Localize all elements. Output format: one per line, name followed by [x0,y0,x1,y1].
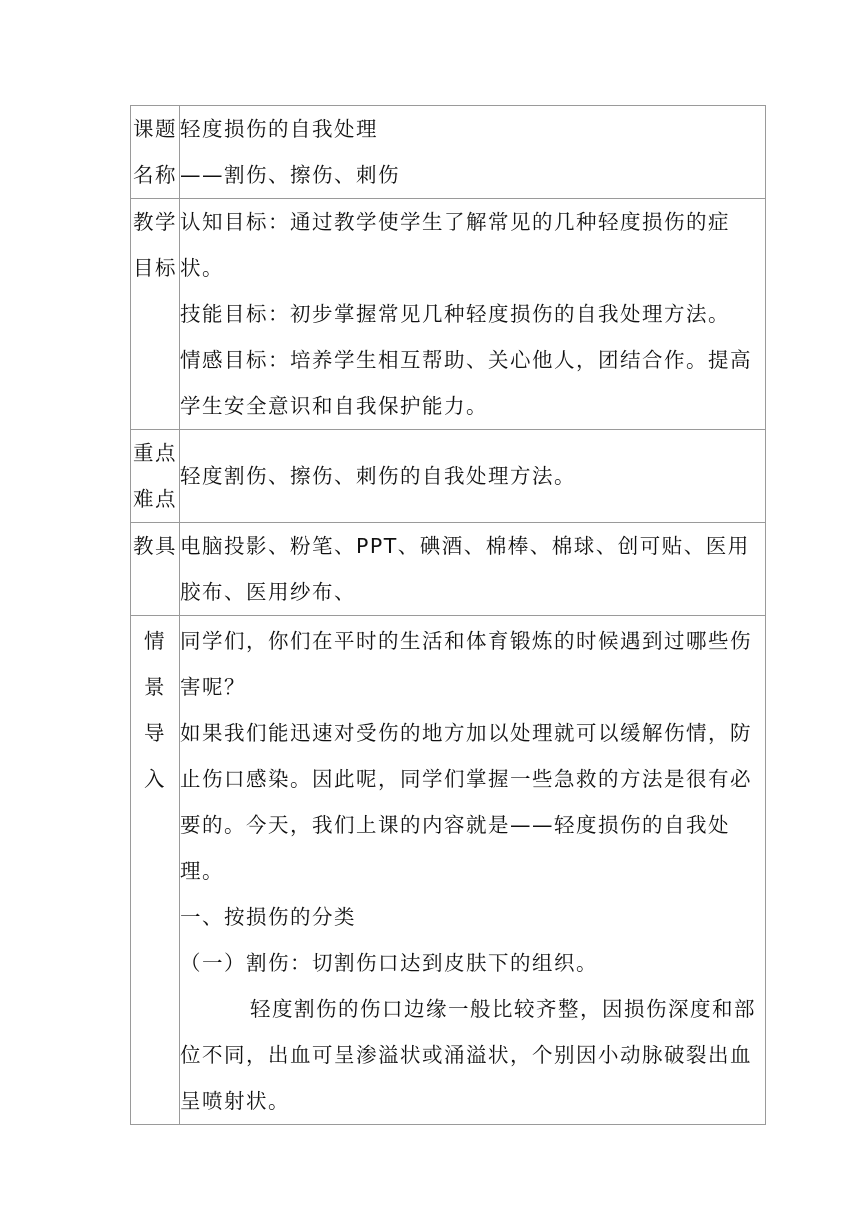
skill-goal: 技能目标：初步掌握常见几种轻度损伤的自我处理方法。 [180,302,730,326]
intro-paragraph: 如果我们能迅速对受伤的地方加以处理就可以缓解伤情，防止伤口感染。因此呢，同学们掌握一些急救的方法是很有必要的。今天，我们上课的内容就是——轻度损伤的自我处理。 [180,721,752,883]
label-teaching-goals [131,199,180,430]
label-key-points [131,430,180,523]
label-line: 名称 [133,163,177,187]
cut-description: 轻度割伤的伤口边缘一般比较齐整，因损伤深度和部位不同，出血可呈渗溢状或涌溢状，个别因小动脉破裂出血呈喷射状。 [180,997,756,1113]
scenario-intro-cell [180,616,766,1125]
subsection-heading: （一）割伤：切割伤口达到皮肤下的组织。 [180,951,598,975]
table-row-topic [131,106,766,199]
intro-question: 同学们，你们在平时的生活和体育锻炼的时候遇到过哪些伤害呢？ [180,629,752,699]
lesson-plan-table [130,105,766,1125]
topic-name-cell [180,106,766,199]
label-line: 目标 [133,256,177,280]
label-line: 难点 [133,487,177,511]
table-row-tools [131,523,766,616]
teaching-goals-cell [180,199,766,430]
label-line: 教具 [133,534,177,558]
topic-title: 轻度损伤的自我处理 [180,117,378,141]
teaching-tools-cell [180,523,766,616]
key-points-cell [180,430,766,523]
label-line: 重点 [133,441,177,465]
label-scenario-intro [131,616,180,1125]
topic-subtitle: ——割伤、擦伤、刺伤 [180,163,400,187]
label-topic-name [131,106,180,199]
table-row-intro [131,616,766,1125]
label-line: 入 [144,767,166,791]
key-points-text: 轻度割伤、擦伤、刺伤的自我处理方法。 [180,464,576,488]
emotional-goal: 情感目标：培养学生相互帮助、关心他人，团结合作。提高学生安全意识和自我保护能力。 [180,348,752,418]
table-row-key-points [131,430,766,523]
label-line: 导 [144,721,166,745]
table-row-goals [131,199,766,430]
teaching-tools-text: 电脑投影、粉笔、PPT、碘酒、棉棒、棉球、创可贴、医用胶布、医用纱布、 [180,534,750,604]
label-teaching-tools [131,523,180,616]
label-line: 景 [144,675,166,699]
label-line: 情 [144,629,166,653]
label-line: 教学 [133,210,177,234]
cognitive-goal: 认知目标：通过教学使学生了解常见的几种轻度损伤的症状。 [180,210,730,280]
section-heading: 一、按损伤的分类 [180,905,356,929]
label-line: 课题 [133,117,177,141]
